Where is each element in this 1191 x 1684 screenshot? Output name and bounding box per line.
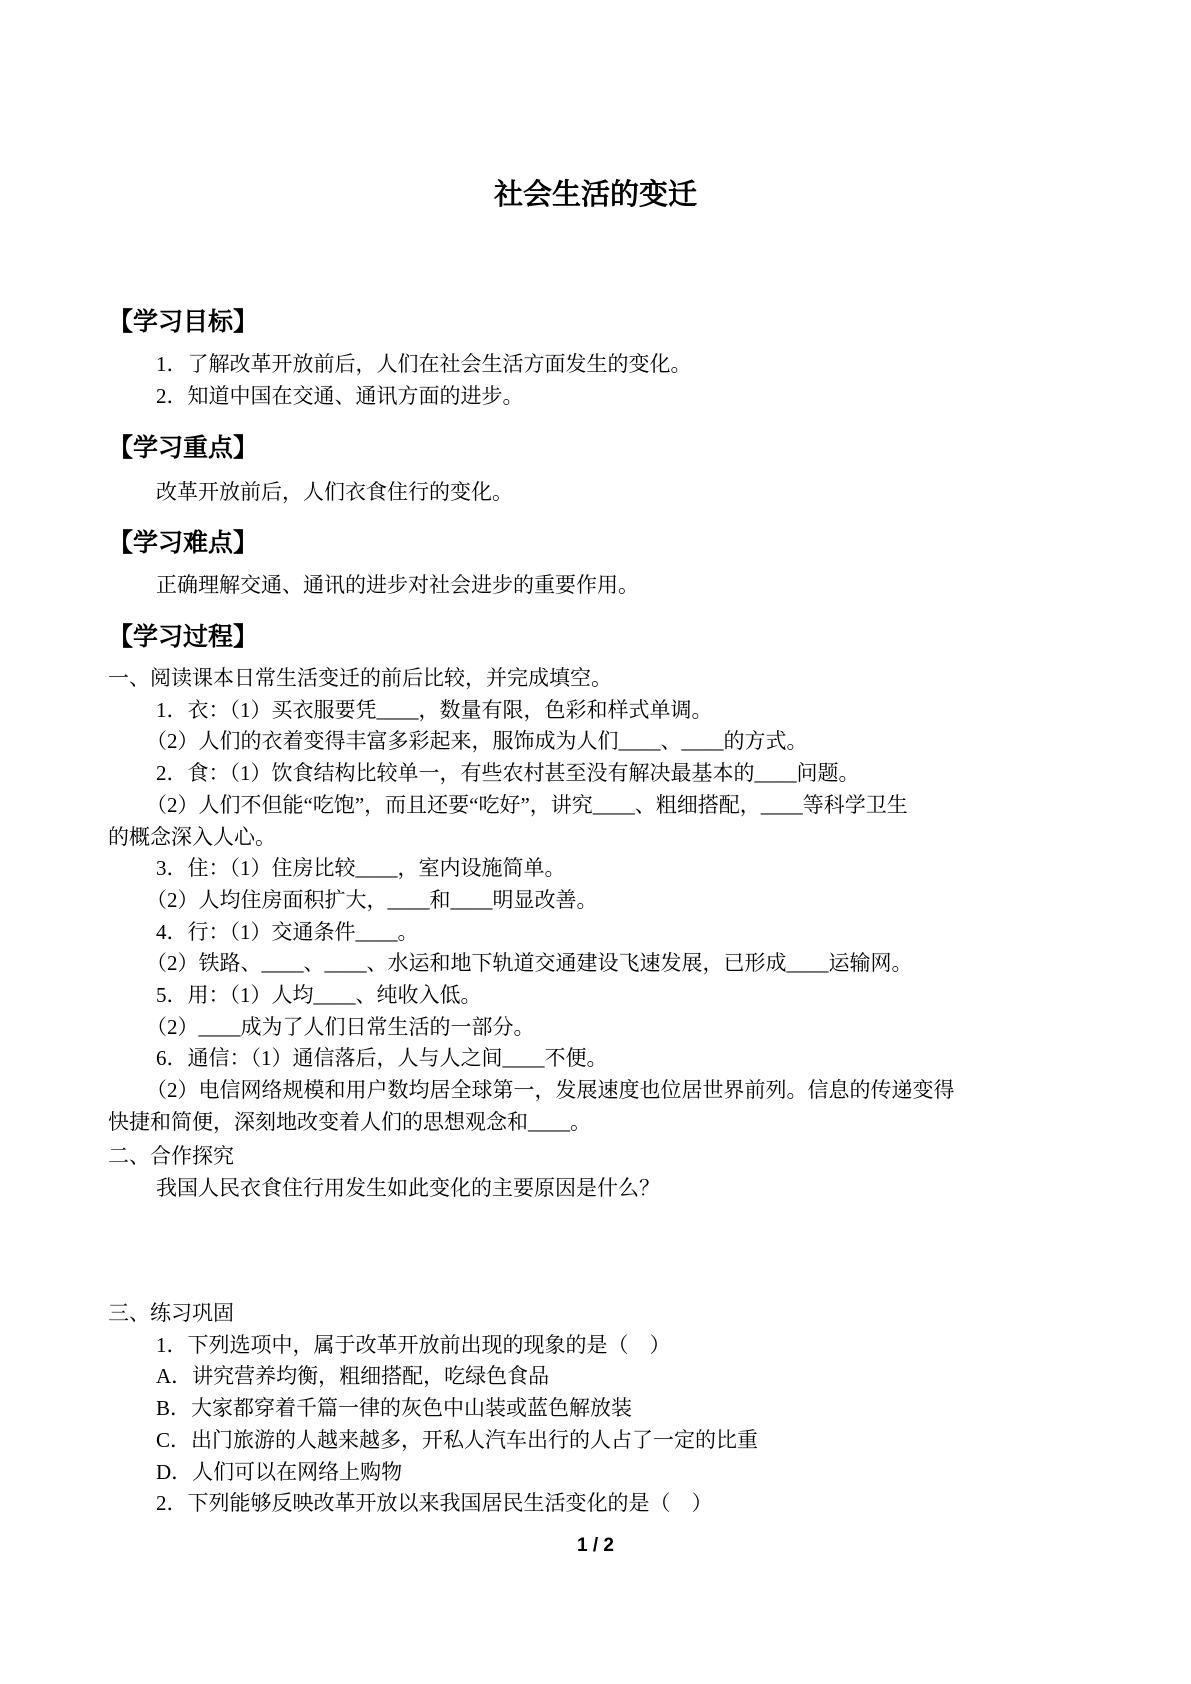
fill-line: （2）____成为了人们日常生活的一部分。 [146,1014,535,1039]
fill-line: 3．住：（1）住房比较____，室内设施简单。 [156,856,566,881]
fill-line: （2）人均住房面积扩大，____和____明显改善。 [146,887,598,912]
fill-line: 4．行：（1）交通条件____。 [156,919,419,944]
page-number: 1 / 2 [577,1535,614,1556]
fill-line: （2）人们的衣着变得丰富多彩起来，服饰成为人们____、____的方式。 [146,729,808,754]
question-1: 1．下列选项中，属于改革开放前出现的现象的是（ ） [156,1332,671,1357]
option-d: D．人们可以在网络上购物 [156,1459,403,1484]
fill-line: （2）电信网络规模和用户数均居全球第一，发展速度也位居世界前列。信息的传递变得 [146,1078,955,1103]
part3-title: 三、练习巩固 [108,1301,234,1325]
option-c: C．出门旅游的人越来越多，开私人汽车出行的人占了一定的比重 [156,1427,759,1452]
part2-cooperation [108,1141,1086,1204]
focus-line: 改革开放前后，人们衣食住行的变化。 [156,480,513,504]
goal-item: 2．知道中国在交通、通讯方面的进步。 [156,383,524,408]
heading-difficulty: 【学习难点】 [108,529,259,557]
heading-process: 【学习过程】 [108,623,259,651]
part2-question: 我国人民衣食住行用发生如此变化的主要原因是什么？ [156,1175,660,1200]
option-b: B．大家都穿着千篇一律的灰色中山装或蓝色解放装 [156,1396,633,1421]
difficulty-line: 正确理解交通、通讯的进步对社会进步的重要作用。 [156,573,639,597]
fill-line: 2．食：（1）饮食结构比较单一，有些农村甚至没有解决最基本的____问题。 [156,761,860,786]
part3-exercises [108,1298,1086,1520]
part2-title: 二、合作探究 [108,1144,234,1168]
fill-line: 5．用：（1）人均____、纯收入低。 [156,983,482,1008]
fill-line: （2）铁路、____、____、水运和地下轨道交通建设飞速发展，已形成____运输网。 [146,951,913,976]
page-title: 社会生活的变迁 [493,179,697,211]
part1-title: 一、阅读课本日常生活变迁的前后比较，并完成填空。 [108,666,612,690]
question-2: 2．下列能够反映改革开放以来我国居民生活变化的是（ ） [156,1491,713,1516]
difficulty-text [108,570,1086,602]
fill-line: （2）人们不但能“吃饱”，而且还要“吃好”，讲究____、粗细搭配，____等科学卫生 [146,792,908,817]
fill-line: 快捷和简便，深刻地改变着人们的思想观念和____。 [108,1109,591,1134]
fill-line: 的概念深入人心。 [108,824,276,849]
focus-text [108,477,1086,509]
goals-list [108,349,1086,412]
goal-item: 1．了解改革开放前后，人们在社会生活方面发生的变化。 [156,352,692,376]
option-a: A．讲究营养均衡，粗细搭配，吃绿色食品 [156,1364,550,1389]
part1-fill-blanks [108,663,1086,1139]
heading-focus: 【学习重点】 [108,434,259,462]
fill-line: 1．衣：（1）买衣服要凭____，数量有限，色彩和样式单调。 [156,697,713,722]
fill-line: 6．通信：（1）通信落后，人与人之间____不便。 [156,1046,608,1071]
heading-goals: 【学习目标】 [108,308,259,336]
